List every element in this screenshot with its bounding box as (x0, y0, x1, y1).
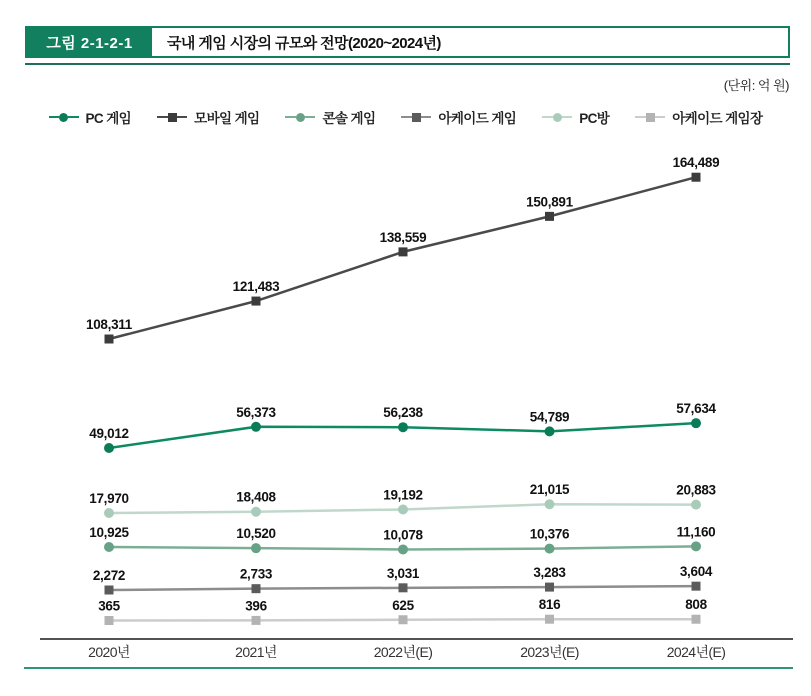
series-marker-pc-game (398, 422, 408, 432)
value-label-mobile-game: 108,311 (86, 317, 132, 332)
series-marker-pc-bang (545, 499, 555, 509)
series-marker-arcade-game (252, 584, 261, 593)
legend-label-mobile-game: 모바일 게임 (194, 111, 260, 126)
series-marker-pc-bang (104, 508, 114, 518)
unit-note: (단위: 억 원) (723, 78, 789, 93)
x-axis-label: 2022년(E) (373, 644, 433, 660)
value-label-console-game: 10,925 (89, 525, 129, 540)
figure-number-tag: 그림 2-1-2-1 (27, 28, 152, 56)
series-marker-arcade-game (545, 583, 554, 592)
value-label-console-game: 11,160 (676, 524, 716, 540)
series-marker-pc-bang (251, 507, 261, 517)
series-marker-arcade-game-hall (252, 616, 261, 625)
value-label-arcade-game: 3,604 (679, 564, 713, 580)
value-label-pc-bang: 20,883 (676, 482, 716, 498)
legend-label-console-game: 콘솔 게임 (322, 111, 376, 126)
series-marker-arcade-game (105, 586, 114, 595)
series-marker-mobile-game (692, 173, 701, 182)
value-label-arcade-game: 2,733 (239, 566, 273, 582)
value-label-pc-game: 56,373 (236, 404, 276, 420)
legend-label-arcade-game-hall: 아케이드 게임장 (672, 111, 763, 126)
value-label-console-game: 10,520 (236, 526, 276, 542)
series-marker-pc-bang (691, 500, 701, 510)
series-marker-mobile-game (105, 335, 114, 344)
series-marker-arcade-game-hall (692, 615, 701, 624)
series-marker-pc-game (104, 443, 114, 453)
series-marker-mobile-game (252, 297, 261, 306)
x-axis-label: 2020년 (88, 644, 130, 660)
value-label-arcade-game-hall: 816 (538, 597, 561, 613)
series-marker-pc-game (251, 422, 261, 432)
series-marker-console-game (251, 543, 261, 553)
value-label-arcade-game: 3,031 (386, 565, 420, 581)
value-label-pc-game: 54,789 (529, 409, 570, 425)
series-marker-mobile-game (399, 247, 408, 256)
value-label-console-game: 10,376 (529, 526, 570, 542)
value-label-mobile-game: 138,559 (379, 229, 427, 245)
value-label-mobile-game: 121,483 (232, 279, 280, 295)
value-label-pc-game: 56,238 (383, 405, 423, 421)
series-marker-console-game (545, 544, 555, 554)
value-label-arcade-game: 2,272 (92, 568, 126, 583)
value-label-arcade-game: 3,283 (533, 565, 566, 581)
x-axis-label: 2021년 (235, 644, 277, 660)
series-marker-arcade-game (692, 582, 701, 591)
series-marker-arcade-game-hall (545, 615, 554, 624)
series-marker-arcade-game (399, 583, 408, 592)
x-axis-label: 2024년(E) (666, 644, 726, 660)
value-label-arcade-game-hall: 808 (685, 597, 707, 613)
value-label-pc-bang: 18,408 (236, 489, 276, 505)
value-label-mobile-game: 164,489 (672, 155, 720, 171)
value-label-pc-bang: 19,192 (383, 487, 423, 503)
series-marker-mobile-game (545, 212, 554, 221)
series-marker-pc-game (691, 418, 701, 428)
value-label-console-game: 10,078 (383, 527, 423, 543)
series-marker-console-game (691, 541, 701, 551)
value-label-pc-bang: 21,015 (529, 482, 570, 498)
figure-title: 국내 게임 시장의 규모와 전망(2020~2024년) (167, 34, 441, 52)
series-marker-arcade-game-hall (399, 615, 408, 624)
legend-label-pc-game: PC 게임 (85, 111, 132, 126)
value-label-mobile-game: 150,891 (526, 194, 573, 210)
x-axis-label: 2023년(E) (520, 644, 579, 660)
series-marker-console-game (104, 542, 114, 552)
series-marker-pc-game (545, 426, 555, 436)
series-marker-console-game (398, 544, 408, 554)
value-label-arcade-game-hall: 396 (245, 598, 267, 614)
series-marker-arcade-game-hall (105, 616, 114, 625)
series-marker-pc-bang (398, 504, 408, 514)
value-label-arcade-game-hall: 625 (392, 597, 414, 613)
value-label-pc-bang: 17,970 (89, 491, 129, 506)
value-label-pc-game: 57,634 (676, 401, 716, 417)
value-label-arcade-game-hall: 365 (98, 598, 120, 614)
legend-label-arcade-game: 아케이드 게임 (438, 111, 517, 126)
series-line-mobile-game (109, 177, 696, 339)
legend-label-pc-bang: PC방 (579, 111, 610, 126)
value-label-pc-game: 49,012 (89, 426, 129, 441)
